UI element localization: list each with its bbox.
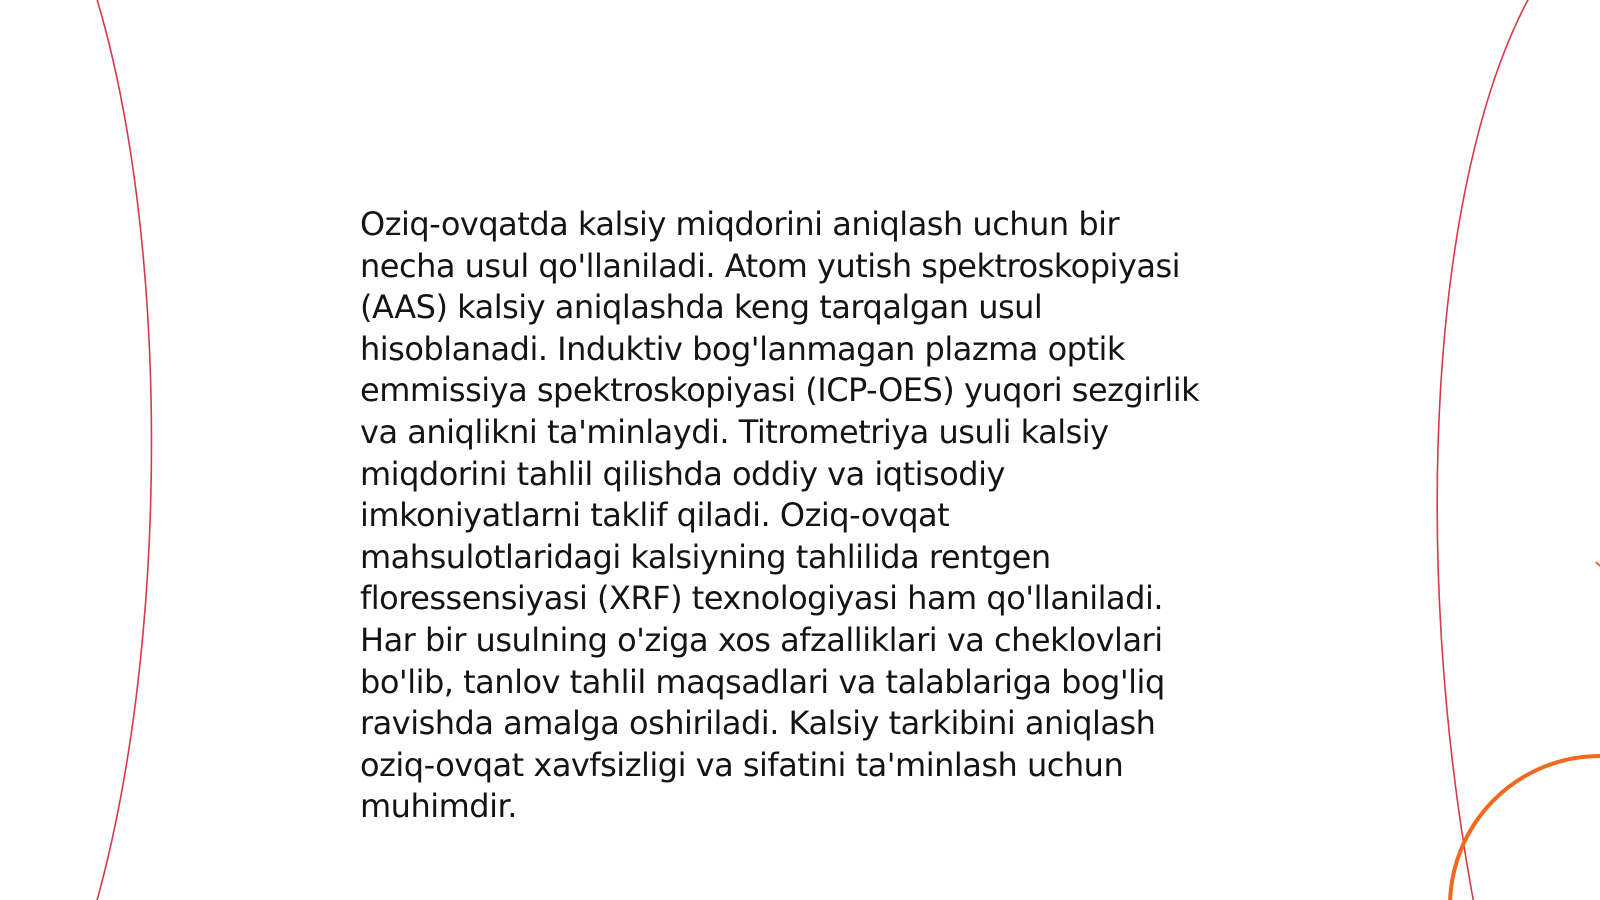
right-red-curve <box>1437 0 1530 900</box>
slide-body-text: Oziq-ovqatda kalsiy miqdorini aniqlash uchun bir necha usul qo'llaniladi. Atom yutish spektroskopiyasi (AAS) kalsiy aniqlashda keng tarqalgan usul hisoblanadi. Induktiv bog'lanmagan plazma optik emmissiya spektroskopiyasi (ICP-OES) yuqori sezgirlik va aniqlikni ta'minlaydi. Titrometriya usuli kalsiy miqdorini tahlil qilishda oddiy va iqtisodiy imkoniyatlarni taklif qiladi. Oziq-ovqat mahsulotlaridagi kalsiyning tahlilida rentgen floressensiyasi (XRF) texnologiyasi ham qo'llaniladi. Har bir usulning o'ziga xos afzalliklari va cheklovlari bo'lib, tanlov tahlil maqsadlari va talablariga bog'liq ravishda amalga oshiriladi. Kalsiy tarkibini aniqlash oziq-ovqat xavfsizligi va sifatini ta'minlash uchun muhimdir. <box>360 205 1200 826</box>
small-orange-mark <box>1596 562 1600 566</box>
orange-circle-outline <box>1450 756 1600 900</box>
left-red-curve <box>96 0 152 900</box>
